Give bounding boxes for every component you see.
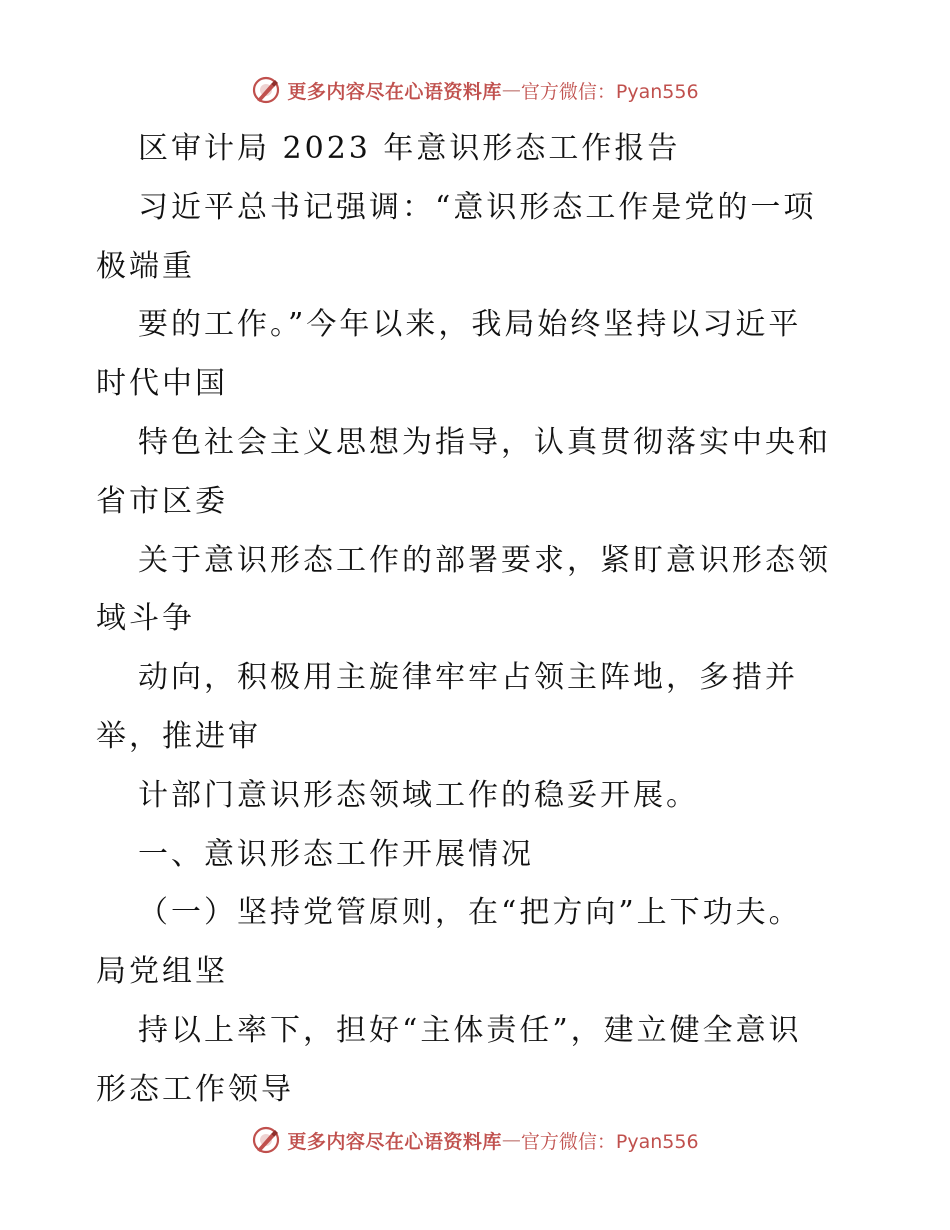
watermark-separator: —: [501, 79, 521, 101]
paragraph-line: 关于意识形态工作的部署要求，紧盯意识形态领: [138, 542, 831, 578]
paragraph-line: 持以上率下，担好“主体责任”，建立健全意识: [138, 1012, 802, 1048]
paragraph-line: 域斗争: [96, 601, 195, 637]
watermark-text: 更多内容尽在心语资料库: [287, 80, 502, 103]
section-heading: 一、意识形态工作开展情况: [138, 836, 534, 872]
paragraph-line: 局党组坚: [96, 954, 228, 990]
watermark-text: 更多内容尽在心语资料库: [287, 1130, 502, 1153]
paragraph-line: 形态工作领导: [96, 1071, 294, 1107]
document-title: 区审计局 2023 年意识形态工作报告: [138, 131, 681, 166]
paragraph-line: 举，推进审: [96, 718, 261, 754]
paragraph-line: 特色社会主义思想为指导，认真贯彻落实中央和: [138, 424, 831, 460]
paragraph-line: 计部门意识形态领域工作的稳妥开展。: [138, 777, 699, 813]
paragraph-line: 要的工作。”今年以来，我局始终坚持以习近平: [138, 307, 802, 343]
paragraph-line: 习近平总书记强调：“意识形态工作是党的一项: [138, 189, 817, 225]
paragraph-line: 省市区委: [96, 483, 228, 519]
footer-watermark-banner: [0, 1120, 950, 1160]
watermark-contact: 官方微信：Pyan556: [520, 80, 699, 103]
header-watermark-banner: [0, 70, 950, 110]
pen-logo-icon: [251, 1125, 281, 1155]
document-body: [96, 120, 866, 1120]
paragraph-line: 极端重: [96, 248, 195, 284]
watermark-contact: 官方微信：Pyan556: [520, 1130, 699, 1153]
watermark-separator: —: [501, 1129, 521, 1151]
paragraph-line: 动向，积极用主旋律牢牢占领主阵地，多措并: [138, 660, 798, 696]
pen-logo-icon: [251, 75, 281, 105]
paragraph-line: 时代中国: [96, 366, 228, 402]
subsection-heading: （一）坚持党管原则，在“把方向”上下功夫。: [138, 895, 802, 931]
